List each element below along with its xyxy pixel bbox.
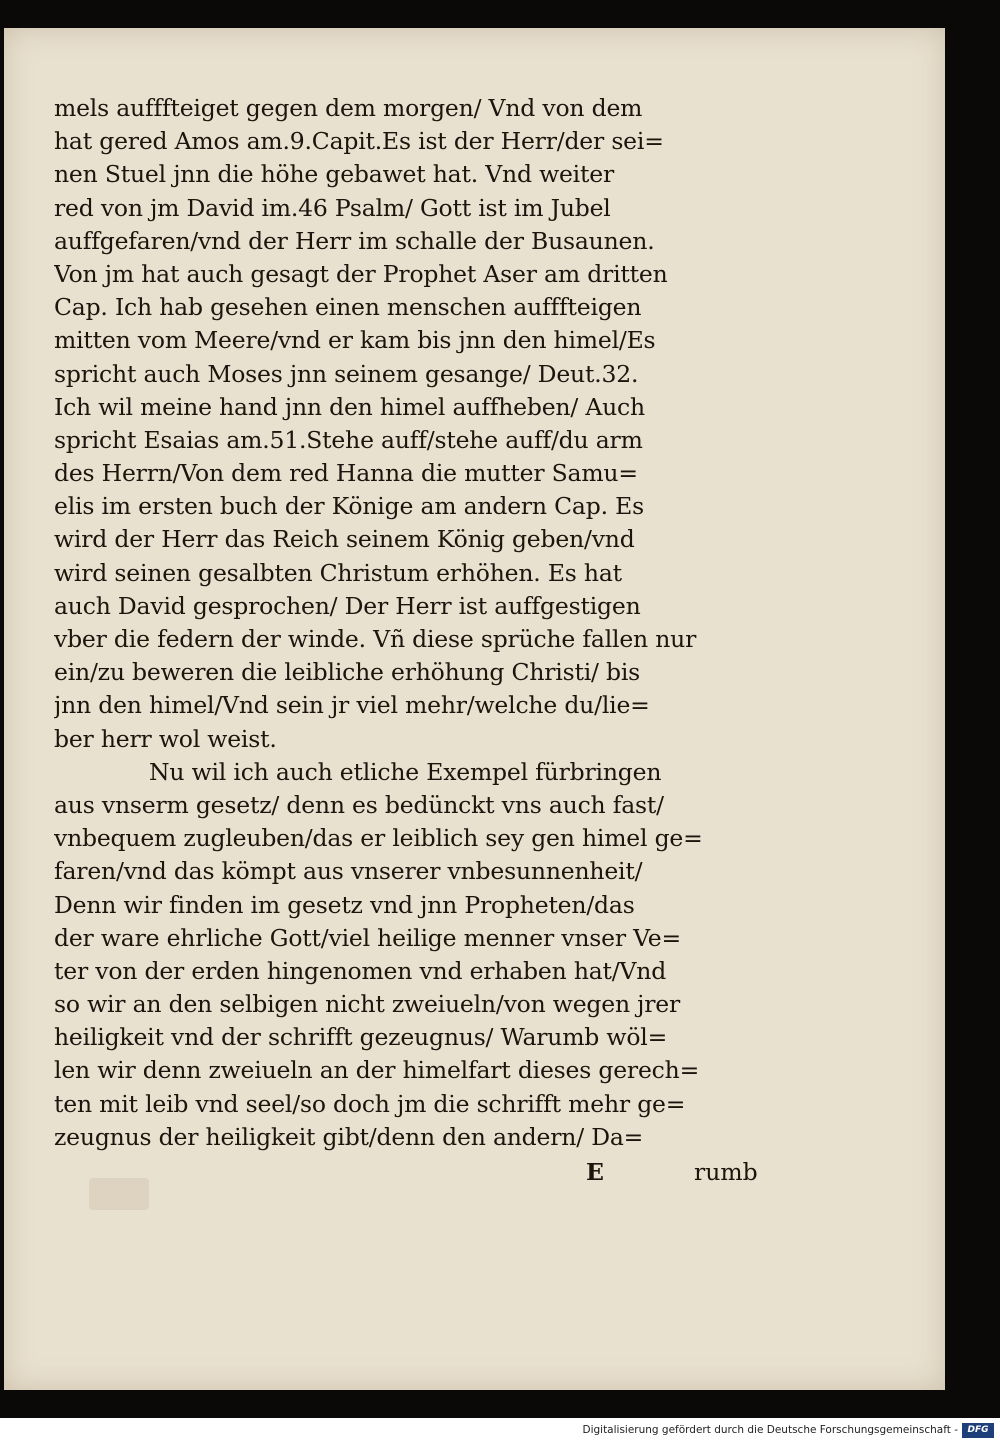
catchword: rumb xyxy=(694,1158,758,1186)
text-line: ten mit leib vnd seel/so doch jm die schrifft mehr ge= xyxy=(54,1089,686,1118)
text-line: aus vnserm gesetz/ denn es bedünckt vns auch fast/ xyxy=(54,790,664,819)
text-line: jnn den himel/Vnd sein jr viel mehr/welche du/lie= xyxy=(54,691,650,720)
signature-mark: E xyxy=(586,1158,604,1186)
text-line: Denn wir finden im gesetz vnd jnn Propheten/das xyxy=(54,890,635,919)
text-line: der ware ehrliche Gott/viel heilige menner vnser Ve= xyxy=(54,923,681,952)
text-line: Ich wil meine hand jnn den himel auffheben/ Auch xyxy=(54,392,645,421)
text-line: ber herr wol weist. xyxy=(54,724,277,753)
text-line: len wir denn zweiueln an der himelfart dieses gerech= xyxy=(54,1056,700,1085)
funding-credit: Digitalisierung gefördert durch die Deutsche Forschungsgemeinschaft - xyxy=(582,1424,958,1436)
text-line: spricht Esaias am.51.Stehe auff/stehe auff/du arm xyxy=(54,425,643,454)
text-line: mitten vom Meere/vnd er kam bis jnn den himel/Es xyxy=(54,326,656,355)
text-line: zeugnus der heiligkeit gibt/denn den andern/ Da= xyxy=(54,1122,644,1151)
body-text xyxy=(54,92,774,1190)
book-page xyxy=(4,28,945,1390)
text-line: wird der Herr das Reich seinem König geben/vnd xyxy=(54,525,635,554)
text-line: faren/vnd das kömpt aus vnserer vnbesunnenheit/ xyxy=(54,857,643,886)
text-line: auch David gesprochen/ Der Herr ist auffgestigen xyxy=(54,591,641,620)
text-line: vnbequem zugleuben/das er leiblich sey gen himel ge= xyxy=(54,824,703,853)
library-stamp-mark xyxy=(89,1178,149,1210)
credit-bar xyxy=(0,1418,1000,1444)
text-line: ter von der erden hingenomen vnd erhaben hat/Vnd xyxy=(54,956,667,985)
text-line: red von jm David im.46 Psalm/ Gott ist im Jubel xyxy=(54,193,611,222)
text-line: elis im ersten buch der Könige am andern Cap. Es xyxy=(54,492,644,521)
text-line: wird seinen gesalbten Christum erhöhen. Es hat xyxy=(54,558,622,587)
text-line: spricht auch Moses jnn seinem gesange/ Deut.32. xyxy=(54,359,639,388)
paragraph-start-line: Nu wil ich auch etliche Exempel fürbringen xyxy=(149,757,662,786)
page-foot xyxy=(54,1154,774,1190)
text-line: Cap. Ich hab gesehen einen menschen aufffteigen xyxy=(54,293,642,322)
text-line: auffgefaren/vnd der Herr im schalle der Busaunen. xyxy=(54,226,655,255)
dfg-logo: DFG xyxy=(962,1423,994,1438)
text-line: mels aufffteiget gegen dem morgen/ Vnd von dem xyxy=(54,94,643,122)
text-line: heiligkeit vnd der schrifft gezeugnus/ Warumb wöl= xyxy=(54,1023,668,1052)
text-line: vber die federn der winde. Vñ diese sprüche fallen nur xyxy=(54,625,697,653)
text-line: so wir an den selbigen nicht zweiueln/von wegen jrer xyxy=(54,990,681,1019)
text-line: ein/zu beweren die leibliche erhöhung Christi/ bis xyxy=(54,658,641,687)
text-line: nen Stuel jnn die höhe gebawet hat. Vnd weiter xyxy=(54,160,614,189)
text-line: des Herrn/Von dem red Hanna die mutter Samu= xyxy=(54,459,638,488)
text-line: Von jm hat auch gesagt der Prophet Aser am dritten xyxy=(54,259,668,288)
text-line: hat gered Amos am.9.Capit.Es ist der Herr/der sei= xyxy=(54,127,664,156)
